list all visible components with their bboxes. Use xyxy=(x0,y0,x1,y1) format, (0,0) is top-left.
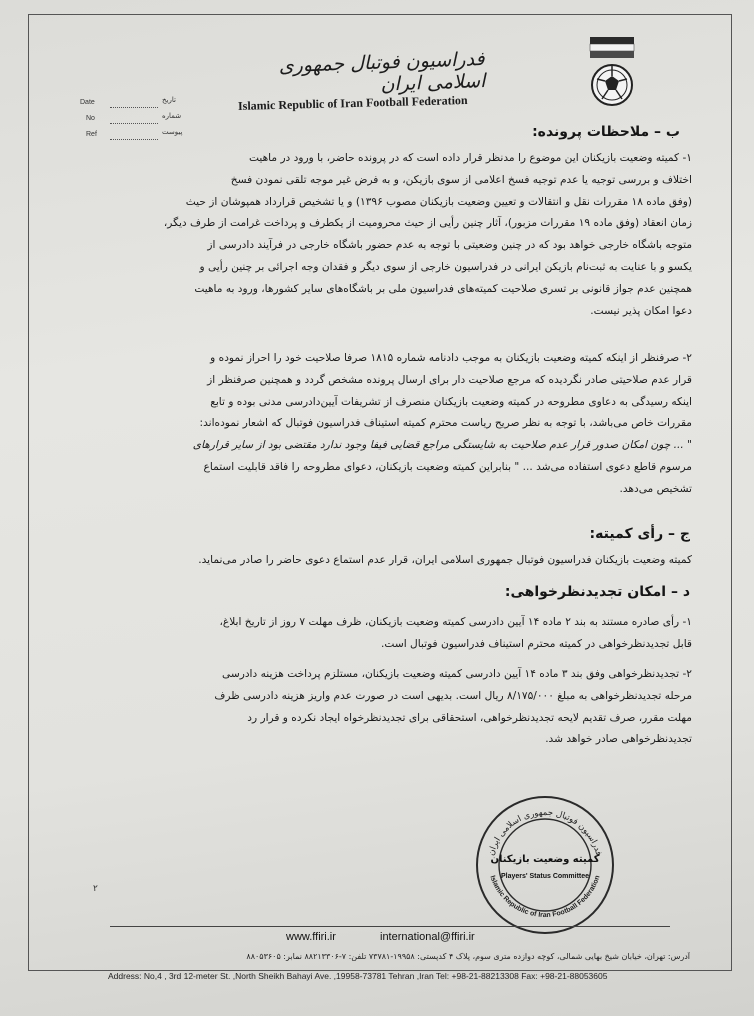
ref-label-fa: پیوست xyxy=(162,128,183,136)
date-label: Date xyxy=(80,99,95,106)
text-line: متوجه باشگاه خارجی خواهد بود که در چنین وضعیتی با توجه به عدم حضور باشگاه خارجی در فرآیند دادرسی از xyxy=(207,239,692,252)
text-line: مرحله تجدیدنظرخواهی به مبلغ ۸/۱۷۵/۰۰۰ ریال است. بدیهی است در صورت عدم واریز هزینه دادرسی ظرف xyxy=(214,689,692,702)
stamp-center-fa: کمیته وضعیت بازیکنان xyxy=(490,854,600,865)
text-line: تجدیدنظرخواهی صادر خواهد شد. xyxy=(545,733,692,746)
text-line: مهلت مقرر، صرف تقدیم لایحه تجدیدنظرخواهی، استحقاقی برای تجدیدنظرخواه ایجاد نکرده و قرار رد xyxy=(247,711,692,724)
letterhead-title-fa: فدراسیون فوتبال جمهوری اسلامی ایران xyxy=(278,47,486,96)
text-line: ۱- کمیته وضعیت بازیکنان این موضوع را مدنظر قرار داده است که در پرونده حاضر، با ورود در ماهیت xyxy=(248,152,692,164)
text-line: اختلاف و بررسی توجیه یا عدم توجیه فسخ اعلامی از سوی بازیکن، و به فرض غیر موجه تلقی نمودن فسخ xyxy=(230,173,692,186)
text-line: قرار عدم صلاحیتی صادر نگردیده که مرجع صلاحیت دار برای ارسال پرونده مشخص گردد و همچنین صرفنظر از xyxy=(207,373,692,386)
text-line: ۲- تجدیدنظرخواهی وفق بند ۳ ماده ۱۴ آیین دادرسی کمیته وضعیت بازیکنان، مستلزم پرداخت هزینه دادرسی xyxy=(222,668,692,680)
text-line: تشخیص می‌دهد. xyxy=(619,482,692,495)
ref-line xyxy=(110,139,158,140)
section-d-heading: د – امکان تجدیدنظرخواهی: xyxy=(504,584,690,600)
number-line xyxy=(110,123,158,124)
date-line xyxy=(110,107,158,108)
text-line: مرسوم قاطع دعوی استفاده می‌شد ... " بنابراین کمیته وضعیت بازیکنان، دعوای مطروحه را فاقد قابلیت استماع xyxy=(203,460,692,473)
text-line: ۱- رأی صادره مستند به بند ۲ ماده ۱۴ آیین دادرسی کمیته وضعیت بازیکنان، ظرف مهلت ۷ روز از تاریخ ابلاغ، xyxy=(219,616,692,628)
number-label: No xyxy=(86,115,95,122)
section-c-heading: ج – رأی کمیته: xyxy=(589,526,690,542)
text-line: زمان انعقاد (وفق ماده ۱۹ مقررات مزبور)، آثار چنین رأیی از حیث محرومیت از یکطرف و پرداخت غرامت از طرف دیگر، xyxy=(163,217,692,230)
text-line: اینکه رسیدگی به دعاوی مطروحه در کمیته وضعیت بازیکنان منصرف از تشریفات آیین‌دادرسی مدنی بوده و تابع xyxy=(210,395,692,408)
federation-logo-icon xyxy=(586,35,638,115)
footer-divider xyxy=(110,926,670,927)
section-d-paragraph-2 xyxy=(62,664,692,751)
footer-address-fa: آدرس: تهران، خیابان شیخ بهایی شمالی، کوچه دوازده متری سوم، پلاک ۴ کدپستی: ۱۹۹۵۸-۷۳۷۸۱ تلفن: ۷-۸۸۲۱۳۳۰۶ نمابر: ۸۸۰۵۳۶۰۵ xyxy=(246,952,690,961)
text-line: کمیته وضعیت بازیکنان فدراسیون فوتبال جمهوری اسلامی ایران، قرار عدم استماع دعوی حاضر را صادر می‌نماید. xyxy=(198,554,692,566)
committee-stamp xyxy=(470,790,620,940)
text-line: قابل تجدیدنظرخواهی در کمیته محترم استیناف فدراسیون فوتبال است. xyxy=(381,637,692,650)
text-line: دعوا امکان پذیر نیست. xyxy=(590,304,692,317)
section-c-text xyxy=(62,550,692,572)
text-line: ۲- صرفنظر از اینکه کمیته وضعیت بازیکنان به موجب دادنامه شماره ۱۸۱۵ صرفا صلاحیت خود را احراز نموده و xyxy=(210,352,692,364)
section-b-paragraph-1 xyxy=(62,148,692,322)
date-label-fa: تاریخ xyxy=(162,96,176,104)
section-b-heading: ب – ملاحظات پرونده: xyxy=(532,124,680,140)
text-line: یکسو و با عنایت به ثبت‌نام بازیکن ایرانی در فدراسیون خارجی از سوی دیگر و فقدان وجه اجرائی بر چنین رأیی و xyxy=(199,260,692,273)
stamp-ring-en: Islamic Republic of Iran Football Federation xyxy=(488,874,602,920)
stamp-ring-fa: فدراسیون فوتبال جمهوری اسلامی ایران xyxy=(486,807,604,857)
ref-label: Ref xyxy=(86,131,97,138)
text-line: مقررات خاص می‌باشد، با توجه به نظر صریح ریاست محترم کمیته استیناف فدراسیون فوتبال که اشعار نموده‌اند: xyxy=(199,417,692,430)
text-line: (وفق ماده ۱۸ مقررات نقل و انتقالات و تعیین وضعیت بازیکنان مصوب ۱۳۹۶) و یا تشخیص قرارداد همپوشان از حیث xyxy=(185,195,692,208)
number-label-fa: شماره xyxy=(162,112,182,120)
stamp-center-en: Players' Status Committee xyxy=(500,873,590,880)
footer-address-en: Address: No,4 , 3rd 12-meter St. ,North Sheikh Bahayi Ave. ,19958-73781 Tehran ,Iran Tel: +98-21-88213308 Fax: +98-21-88053605 xyxy=(108,971,608,981)
letterhead-title-en: Islamic Republic of Iran Football Federation xyxy=(237,92,468,114)
text-line: همچنین عدم جواز قانونی بر تسری صلاحیت کمیته‌های فدراسیون ملی بر باشگاه‌های سایر کشورها، ورود به ماهیت xyxy=(194,282,692,295)
text-line: " ... چون امکان صدور قرار عدم صلاحیت به شایستگی مراجع قضایی فیفا وجود ندارد مقتضی بود از سایر قرارهای xyxy=(192,439,692,452)
footer-email-link[interactable]: international@ffiri.ir xyxy=(380,931,475,943)
section-b-paragraph-2 xyxy=(62,348,692,501)
section-d-paragraph-1 xyxy=(62,612,692,656)
footer-website-link[interactable]: www.ffiri.ir xyxy=(286,931,336,943)
page-number: ۲ xyxy=(93,884,98,894)
